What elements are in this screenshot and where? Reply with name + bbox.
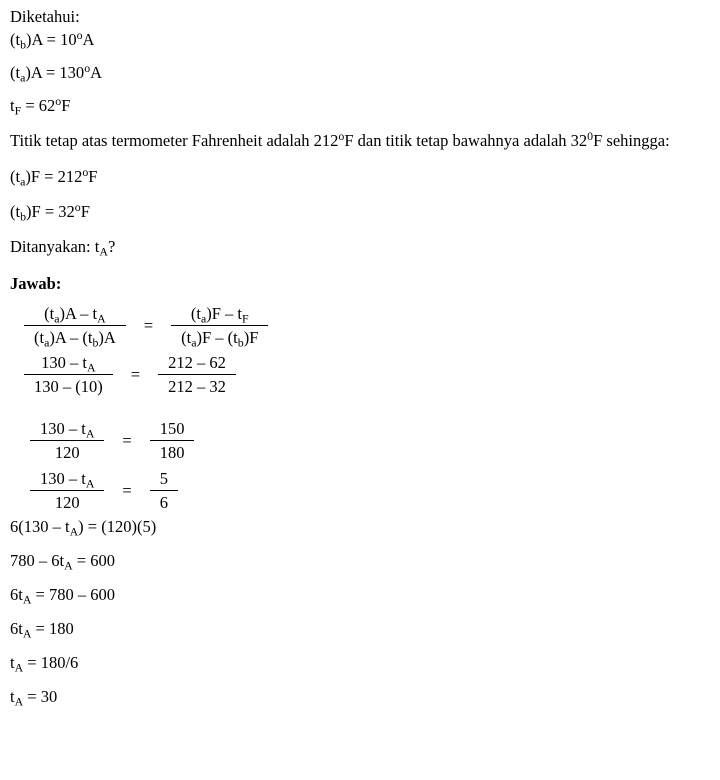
step-4-suffix: = 180/6 — [23, 653, 79, 673]
step-5-suffix: = 30 — [23, 687, 58, 707]
known-line-0-sup: o — [76, 28, 83, 43]
equation-2-equals-sign: = — [130, 364, 141, 384]
paragraph-part3: F sehingga: — [593, 131, 670, 151]
equation-2-left-fraction — [24, 353, 113, 397]
equation-1 — [24, 304, 706, 348]
asked-sub: A — [99, 244, 108, 259]
equation-3-left-denominator: 120 — [54, 442, 80, 462]
asked-line — [10, 236, 706, 257]
known-line-1-mid: )A = 130 — [25, 63, 85, 83]
step-1 — [10, 517, 706, 537]
answer-heading: Jawab: — [10, 274, 62, 294]
fixed-1-suffix: F — [80, 201, 90, 221]
asked-prefix: Ditanyakan: t — [10, 237, 100, 257]
known-line-tb-a — [10, 29, 706, 50]
equation-1-left-numerator: $(t_a)A - t_A$ — [24, 304, 126, 326]
known-line-2-sup: o — [55, 94, 62, 109]
fixed-1-mid: )F = 32 — [26, 201, 75, 221]
equation-3-left-fraction — [30, 419, 104, 463]
equation-4-left-numerator: $130 - t_A$ — [30, 469, 104, 491]
equation-4-right-fraction — [150, 469, 178, 513]
equation-1-right-numerator: $(t_a)F - t_F$ — [171, 304, 268, 326]
known-line-1-sup: o — [84, 61, 91, 76]
known-line-1-prefix: (t — [10, 63, 21, 83]
known-line-2-prefix: t — [10, 96, 15, 116]
paragraph-sup1: o — [338, 129, 345, 144]
step-1-suffix: = 600 — [72, 551, 115, 571]
fixed-point-line-ta-f — [10, 166, 706, 187]
known-line-2-mid: = 62 — [21, 96, 56, 116]
step-2-sub: A — [22, 592, 32, 607]
equation-3-right-denominator: 180 — [159, 442, 185, 462]
asked-suffix: ? — [107, 237, 116, 257]
fixed-0-mid: )F = 212 — [25, 166, 83, 186]
equation-2-right-denominator: 212 – 32 — [168, 376, 226, 396]
step-4 — [10, 619, 706, 639]
known-line-1-sub: a — [20, 70, 26, 85]
step-6 — [10, 687, 706, 707]
paragraph-sup2: 0 — [587, 129, 594, 144]
equation-1-left-fraction — [24, 304, 126, 348]
step-0-sub: A — [69, 524, 79, 539]
step-5-sub: A — [14, 694, 24, 709]
fixed-0-sup: o — [82, 164, 89, 179]
step-4-sub: A — [14, 660, 24, 675]
known-line-1-suffix: A — [90, 63, 103, 83]
fixed-0-prefix: (t — [10, 166, 21, 186]
step-5 — [10, 653, 706, 673]
paragraph-part2: F dan titik tetap bawahnya adalah 32 — [344, 131, 588, 151]
known-line-ta-a — [10, 62, 706, 83]
known-line-0-mid: )A = 10 — [26, 30, 77, 50]
step-0-suffix: ) = (120)(5) — [78, 517, 157, 537]
known-line-0-prefix: (t — [10, 30, 21, 50]
equation-2-left-numerator: $130 - t_A$ — [24, 353, 113, 375]
step-1-prefix: 780 – 6t — [10, 551, 65, 571]
step-2-suffix: = 780 – 600 — [31, 585, 115, 605]
equation-3-right-numerator: 150 — [150, 419, 195, 441]
equation-4-left-denominator: 120 — [54, 493, 80, 513]
fixed-0-sub: a — [20, 174, 26, 189]
known-line-2-suffix: F — [61, 96, 71, 116]
equation-2-right-fraction — [158, 353, 236, 397]
known-line-0-sub: b — [20, 37, 27, 52]
known-heading: Diketahui: — [10, 7, 80, 26]
step-1-sub: A — [64, 558, 73, 573]
paragraph-part1: Titik tetap atas termometer Fahrenheit adalah 212 — [10, 131, 339, 151]
fixed-1-sub: b — [20, 209, 27, 224]
fixed-1-prefix: (t — [10, 201, 21, 221]
step-3-prefix: 6t — [10, 619, 23, 639]
step-4-prefix: t — [10, 653, 15, 673]
equation-2 — [24, 353, 706, 397]
equation-3-left-numerator: $130 - t_A$ — [30, 419, 104, 441]
equation-1-right-fraction — [171, 304, 268, 348]
fixed-1-sup: o — [74, 200, 81, 215]
equation-1-equals-sign: = — [143, 316, 154, 336]
step-3 — [10, 585, 706, 605]
known-line-0-suffix: A — [82, 30, 95, 50]
fixed-point-paragraph — [10, 130, 706, 151]
equation-4-right-numerator: 5 — [150, 469, 178, 491]
equation-4-left-fraction — [30, 469, 104, 513]
equation-3 — [30, 419, 706, 463]
equation-4-equals-sign: = — [122, 481, 132, 501]
step-0-prefix: 6(130 – t — [10, 517, 70, 537]
known-line-2-sub: F — [14, 103, 22, 118]
step-2 — [10, 551, 706, 571]
equation-2-right-numerator: 212 – 62 — [158, 353, 236, 375]
step-2-prefix: 6t — [10, 585, 23, 605]
equation-1-left-denominator: $(t_a)A - (t_b)A$ — [34, 328, 116, 350]
equation-3-right-fraction — [150, 419, 195, 463]
step-5-prefix: t — [10, 687, 15, 707]
equation-4 — [30, 469, 706, 513]
fixed-0-suffix: F — [88, 166, 98, 186]
equation-3-equals-sign: = — [122, 430, 132, 450]
equation-4-right-denominator: 6 — [159, 493, 168, 513]
step-3-sub: A — [22, 626, 32, 641]
known-line-tf — [10, 95, 706, 116]
equation-1-right-denominator: $(t_a)F - (t_b)F$ — [181, 328, 259, 350]
fixed-point-line-tb-f — [10, 201, 706, 222]
equation-2-left-denominator: 130 – (10) — [34, 376, 103, 396]
step-3-suffix: = 180 — [31, 619, 74, 639]
